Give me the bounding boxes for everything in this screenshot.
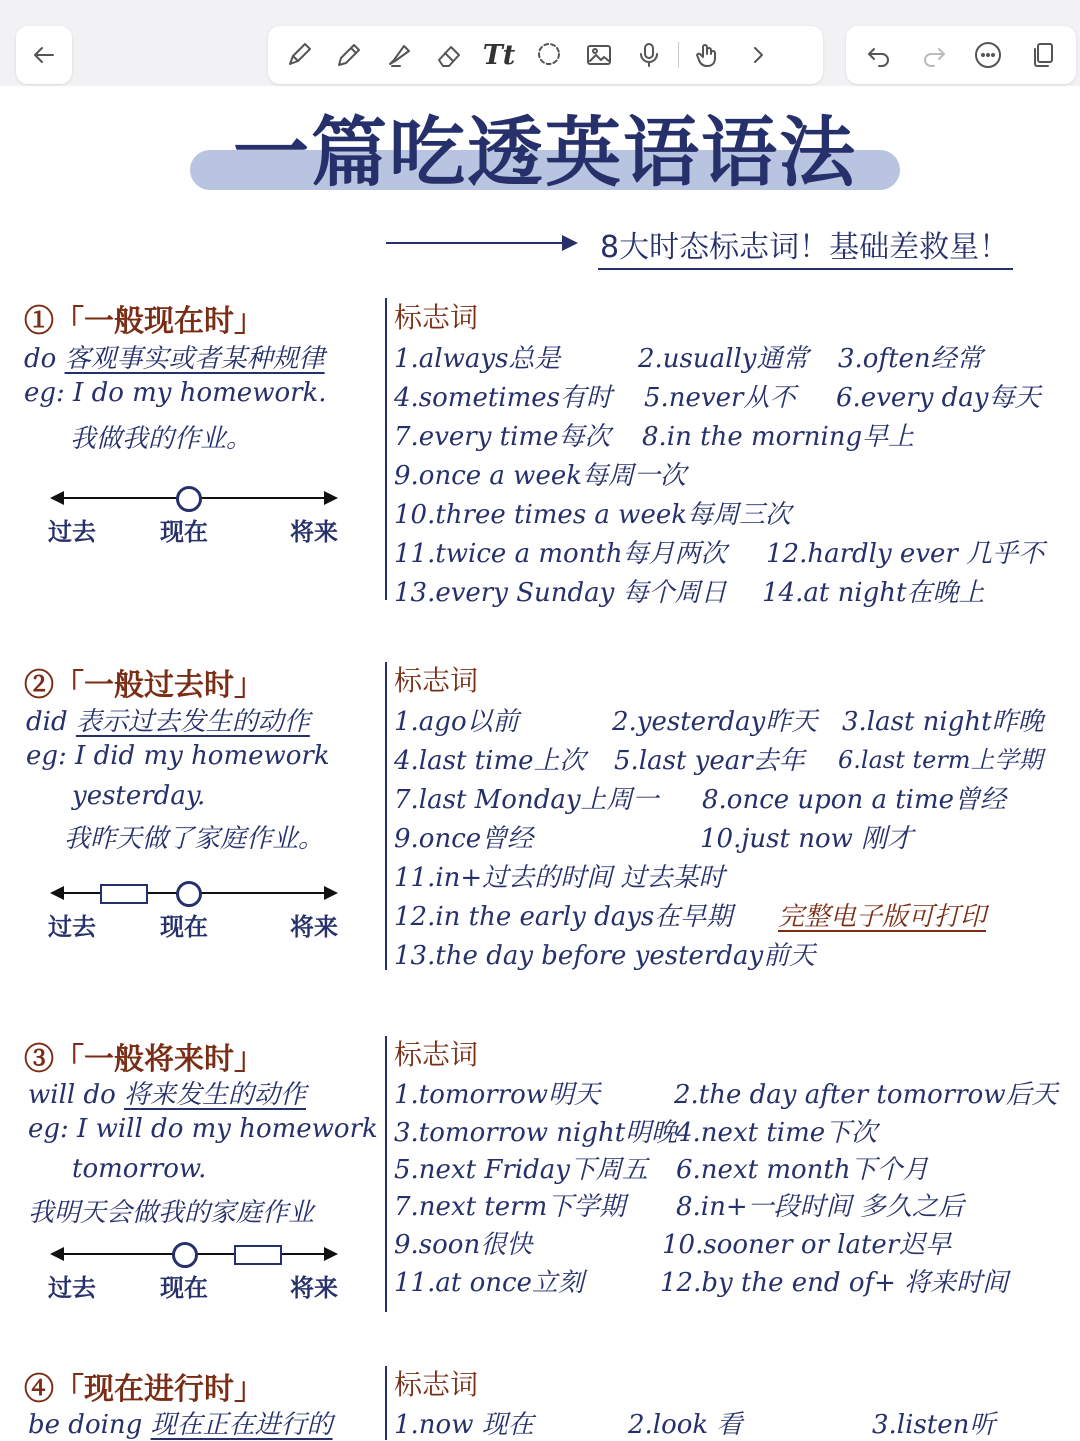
more-icon [973, 40, 1003, 70]
keyword: 3.tomorrow night明晚 [394, 1118, 678, 1148]
subtitle: 8大时态标志词！基础差救星！ [598, 222, 1013, 270]
keyword: 1.now 现在 [394, 1410, 534, 1440]
section-meaning: 客观事实或者某种规律 [64, 344, 325, 374]
future-period-marker [234, 1245, 282, 1265]
pages-icon [1028, 40, 1058, 70]
text-tool[interactable] [477, 33, 521, 77]
hand-touch-icon [693, 40, 723, 70]
now-marker [176, 486, 202, 512]
undo-icon [864, 40, 894, 70]
section-title: ①「一般现在时」 [24, 304, 264, 339]
keyword: 7.last Monday上周一 [394, 785, 659, 815]
keyword: 7.next term下学期 [394, 1192, 626, 1222]
subtitle-arrow-head [562, 235, 578, 251]
keyword: 1.always总是 [394, 344, 561, 374]
keyword: 2.look 看 [628, 1410, 743, 1440]
pen-tool[interactable] [277, 33, 321, 77]
keyword: 3.last night昨晚 [842, 707, 1044, 737]
keyword-label: 标志词 [394, 664, 479, 697]
section-divider [385, 1366, 387, 1440]
keyword: 8.in the morning早上 [642, 422, 915, 452]
hand-touch-tool[interactable] [686, 33, 730, 77]
highlighter-tool[interactable] [377, 33, 421, 77]
top-toolbar [0, 0, 1080, 86]
more-button[interactable] [966, 33, 1010, 77]
keyword: 4.sometimes有时 [394, 383, 612, 413]
keyword: 3.often经常 [838, 344, 983, 374]
redo-icon [919, 40, 949, 70]
timeline-now-label: 现在 [160, 1274, 208, 1302]
drawing-tools [268, 26, 823, 84]
example-line: 我昨天做了家庭作业。 [64, 824, 325, 854]
keyword: 3.listen听 [872, 1410, 996, 1440]
keyword: 2.usually通常 [638, 344, 809, 374]
keyword: 14.at night在晚上 [762, 578, 985, 608]
example-line: tomorrow. [72, 1154, 207, 1184]
keyword: 7.every time每次 [394, 422, 611, 452]
back-arrow-icon [29, 40, 59, 70]
action-tools [846, 26, 1076, 84]
timeline-now-label: 现在 [160, 518, 208, 546]
past-period-marker [100, 884, 148, 904]
keyword: 9.soon很快 [394, 1230, 533, 1260]
pages-button[interactable] [1021, 33, 1065, 77]
keyword: 9.once曾经 [394, 824, 534, 854]
section-divider [385, 298, 387, 600]
timeline-now-label: 现在 [160, 913, 208, 941]
keyword-label: 标志词 [394, 1368, 479, 1401]
undo-button[interactable] [857, 33, 901, 77]
keyword: 6.last term上学期 [838, 746, 1043, 774]
section-meaning: 表示过去发生的动作 [75, 707, 310, 737]
image-icon [584, 40, 614, 70]
timeline [48, 1242, 340, 1302]
more-tools-button[interactable] [736, 33, 780, 77]
section-title: ②「一般过去时」 [24, 668, 264, 703]
microphone-icon [634, 40, 664, 70]
keyword: 13.every Sunday 每个周日 [394, 578, 727, 608]
keyword: 1.ago以前 [394, 707, 519, 737]
keyword-label: 标志词 [394, 1038, 479, 1071]
section-meaning: 将来发生的动作 [124, 1080, 307, 1110]
keyword: 5.last year去年 [614, 746, 805, 776]
lasso-tool[interactable] [527, 33, 571, 77]
section-title: ④「现在进行时」 [24, 1372, 264, 1407]
keyword: 12.by the end of+ 将来时间 [660, 1268, 1009, 1298]
pen-icon [284, 40, 314, 70]
highlighter-icon [384, 40, 414, 70]
keyword: 2.the day after tomorrow后天 [674, 1080, 1058, 1110]
now-marker [176, 881, 202, 907]
lasso-icon [534, 40, 564, 70]
chevron-right-icon [743, 40, 773, 70]
pencil-icon [334, 40, 364, 70]
timeline [48, 486, 340, 546]
example-line: eg: I did my homework [26, 741, 330, 771]
timeline-future-label: 将来 [290, 1274, 338, 1302]
redo-button[interactable] [912, 33, 956, 77]
keyword: 8.once upon a time曾经 [702, 785, 1007, 815]
pencil-tool[interactable] [327, 33, 371, 77]
keyword: 11.at once立刻 [394, 1268, 584, 1298]
section-meaning: 现在正在进行的 [150, 1410, 333, 1440]
back-button[interactable] [16, 26, 72, 84]
keyword: 13.the day before yesterday前天 [394, 941, 816, 971]
timeline [48, 881, 340, 941]
timeline-future-label: 将来 [290, 518, 338, 546]
toolbar-divider [678, 42, 679, 68]
keyword: 11.twice a month每月两次 [394, 539, 727, 569]
eraser-icon [434, 40, 464, 70]
section-divider [385, 1036, 387, 1312]
keyword: 12.in the early days在早期 [394, 902, 733, 932]
microphone-tool[interactable] [627, 33, 671, 77]
section-divider [385, 662, 387, 970]
keyword: 12.hardly ever 几乎不 [766, 539, 1045, 569]
keyword: 6.next month下个月 [676, 1155, 929, 1185]
print-note-link[interactable]: 完整电子版可打印 [778, 902, 987, 932]
keyword: 6.every day每天 [836, 383, 1041, 413]
page-title: 一篇吃透英语语法 [233, 108, 857, 197]
section-form: did 表示过去发生的动作 [26, 707, 310, 737]
keyword: 2.yesterday昨天 [612, 707, 818, 737]
example-line: 我做我的作业。 [70, 424, 253, 454]
keyword: 8.in+一段时间 多久之后 [676, 1192, 964, 1222]
section-form: do 客观事实或者某种规律 [24, 344, 325, 374]
keyword: 4.last time上次 [394, 746, 586, 776]
subtitle-arrow-line [386, 242, 566, 244]
keyword: 1.tomorrow明天 [394, 1080, 600, 1110]
eraser-tool[interactable] [427, 33, 471, 77]
timeline-past-label: 过去 [48, 913, 96, 941]
keyword: 4.next time下次 [676, 1118, 878, 1148]
text-tool-icon: Tt [482, 39, 516, 71]
keyword: 11.in+过去的时间 过去某时 [394, 863, 725, 893]
section-form: will do 将来发生的动作 [28, 1080, 307, 1110]
keyword: 10.just now 刚才 [700, 824, 914, 854]
image-tool[interactable] [577, 33, 621, 77]
example-line: 我明天会做我的家庭作业 [28, 1198, 315, 1228]
now-marker [172, 1242, 198, 1268]
keyword: 9.once a week每周一次 [394, 461, 686, 491]
section-title: ③「一般将来时」 [24, 1042, 264, 1077]
keyword: 5.next Friday下周五 [394, 1155, 648, 1185]
example-line: eg: I do my homework. [24, 378, 327, 408]
timeline-past-label: 过去 [48, 518, 96, 546]
keyword-label: 标志词 [394, 301, 479, 334]
keyword: 10.sooner or later迟早 [662, 1230, 952, 1260]
example-line: yesterday. [72, 781, 206, 811]
timeline-past-label: 过去 [48, 1274, 96, 1302]
keyword: 5.never从不 [644, 383, 796, 413]
section-form: be doing 现在正在进行的 [28, 1410, 333, 1440]
timeline-future-label: 将来 [290, 913, 338, 941]
example-line: eg: I will do my homework [28, 1114, 378, 1144]
keyword: 10.three times a week每周三次 [394, 500, 791, 530]
